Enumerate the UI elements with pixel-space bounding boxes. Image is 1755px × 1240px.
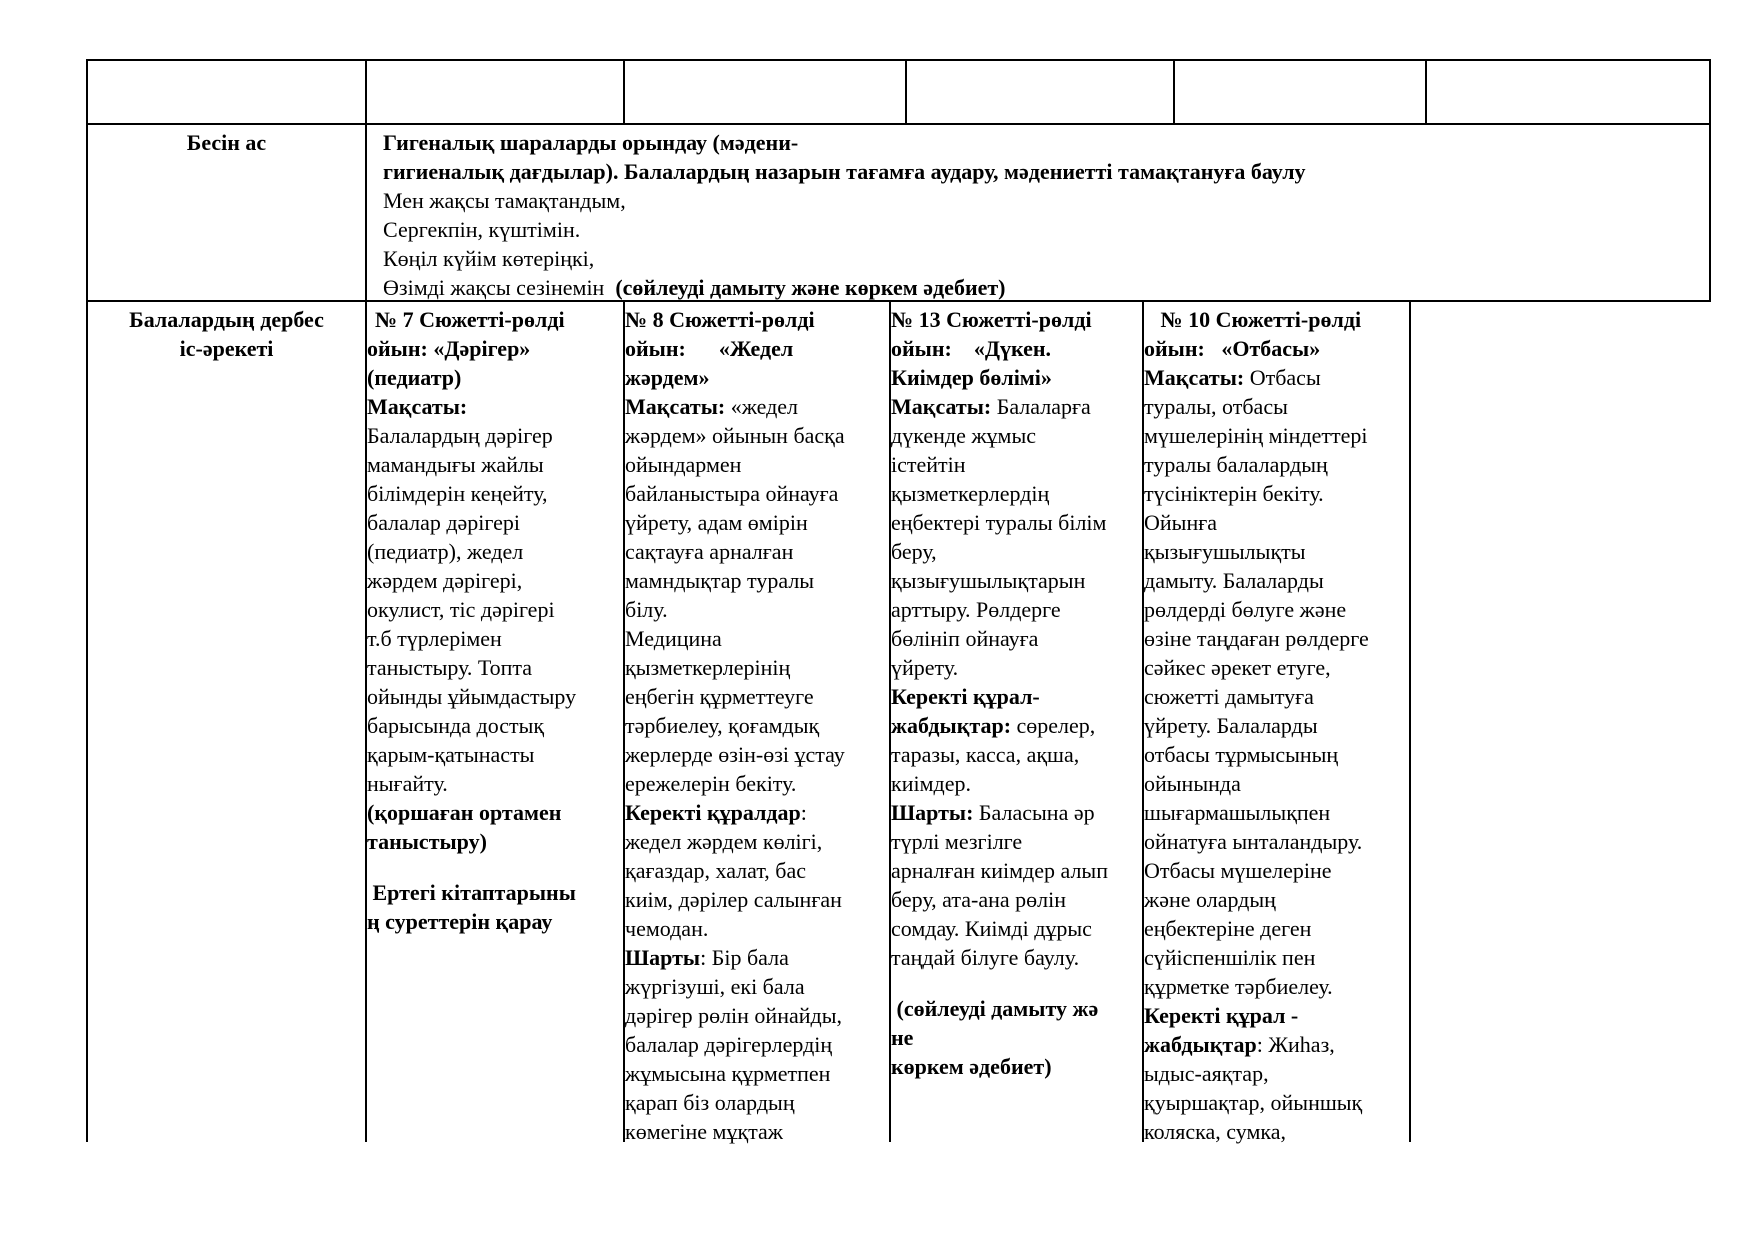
family-tools-first: : Жиhаз, <box>1256 1032 1335 1057</box>
doctor-body-line: т.б түрлерімен <box>367 626 502 651</box>
doctor-body-line: таныстыру. Топта <box>367 655 533 680</box>
spacer <box>891 972 1140 994</box>
family-goal-first: Отбасы <box>1244 365 1321 390</box>
doctor-body-line: нығайту. <box>367 771 448 796</box>
lunch-poem-line-4 <box>383 273 1703 302</box>
doctor-body-line: қарым-қатынасты <box>367 742 535 767</box>
family-tools-label-line-1: Керекті құрал - <box>1144 1003 1299 1028</box>
shop-tools-line: таразы, касса, ақша, <box>891 742 1080 767</box>
ambulance-goal-line: Медицина <box>625 626 722 651</box>
family-goal-line: дамыту. Балаларды <box>1144 568 1324 593</box>
family-goal-line: туралы балалардың <box>1144 452 1328 477</box>
shop-area-line-3: көркем әдебиет) <box>891 1054 1052 1079</box>
family-goal-line: отбасы тұрмысының <box>1144 742 1339 767</box>
shop-rules-first: Баласына әр <box>973 800 1095 825</box>
ambulance-goal-line: еңбегін құрметтеуге <box>625 684 814 709</box>
ambulance-title-line-2: ойын: «Жедел <box>625 336 794 361</box>
family-goal-line: ойынында <box>1144 771 1241 796</box>
ambulance-goal-line: үйрету, адам өмірін <box>625 510 808 535</box>
lunch-row-content <box>383 128 1703 302</box>
ambulance-tools-label: Керекті құралдар <box>625 800 801 825</box>
family-goal-line: Ойынға <box>1144 510 1218 535</box>
family-goal-line: мүшелерінің міндеттері <box>1144 423 1368 448</box>
shop-rules-line: арналған киімдер алып <box>891 858 1108 883</box>
shop-title-line-3: Киімдер бөлімі» <box>891 365 1052 390</box>
shop-goal-line: қызметкерлердің <box>891 481 1050 506</box>
family-goal-line: Отбасы мүшелеріне <box>1144 858 1332 883</box>
activity-col-family-game <box>1144 305 1407 1146</box>
header-col-divider-1 <box>623 59 625 125</box>
ambulance-goal-label: Мақсаты: <box>625 394 726 419</box>
ambulance-tools-line: киім, дәрілер салынған <box>625 887 842 912</box>
lunch-poem-last-plain: Өзімді жақсы сезінемін <box>383 275 605 300</box>
activity-row-label <box>88 305 365 363</box>
shop-area-line-2: не <box>891 1025 914 1050</box>
ambulance-goal-line: жәрдем» ойынын басқа <box>625 423 845 448</box>
shop-tools-first: сөрелер, <box>1011 713 1096 738</box>
family-tools-first-line <box>1144 1030 1407 1059</box>
lunch-row-label <box>88 128 365 157</box>
family-tools-label: жабдықтар <box>1144 1032 1257 1057</box>
spacer <box>367 856 621 878</box>
lunch-label-text: Бесін ас <box>186 130 267 155</box>
family-goal-line: ойнатуға ынталандыру. <box>1144 829 1363 854</box>
shop-tools-first-line <box>891 711 1140 740</box>
row-divider-1 <box>86 123 1711 125</box>
doctor-title-line-2: ойын: «Дәрігер» <box>367 336 531 361</box>
doctor-body-line: білімдерін кеңейту, <box>367 481 548 506</box>
activity-col-ambulance-game <box>625 305 887 1146</box>
activity-col-shop-game <box>891 305 1140 1081</box>
shop-rules-line: таңдай білуге баулу. <box>891 945 1080 970</box>
ambulance-title-line-1: № 8 Сюжетті-рөлді <box>625 307 815 332</box>
doctor-area-line-1: (қоршаған ортамен <box>367 800 562 825</box>
doctor-body-line: окулист, тіс дәрігері <box>367 597 555 622</box>
family-goal-line: және олардың <box>1144 887 1276 912</box>
family-goal-line: сюжетті дамытуға <box>1144 684 1314 709</box>
activity-label-line-1: Балалардың дербес <box>129 307 324 332</box>
shop-goal-label: Мақсаты: <box>891 394 992 419</box>
shop-goal-line: арттыру. Рөлдерге <box>891 597 1061 622</box>
shop-goal-first: Балаларға <box>991 394 1091 419</box>
shop-goal-line: дүкенде жұмыс <box>891 423 1036 448</box>
shop-goal-line: бөлініп ойнауға <box>891 626 1039 651</box>
doctor-body-line: барысында достық <box>367 713 545 738</box>
family-goal-line: қызығушылықты <box>1144 539 1306 564</box>
shop-tools-label: жабдықтар: <box>891 713 1012 738</box>
family-goal-label: Мақсаты: <box>1144 365 1245 390</box>
doctor-extra-line-1: Ертегі кітаптарыны <box>367 880 576 905</box>
lunch-poem-line-2: Сергекпін, күштімін. <box>383 217 581 242</box>
family-goal-line: түсініктерін бекіту. <box>1144 481 1324 506</box>
ambulance-rules-first: : Бір бала <box>700 945 789 970</box>
shop-goal-first-line <box>891 392 1140 421</box>
family-goal-line: сәйкес әрекет етуге, <box>1144 655 1331 680</box>
family-tools-line: ыдыс-аяқтар, <box>1144 1061 1269 1086</box>
family-goal-line: өзіне таңдаған рөлдерге <box>1144 626 1369 651</box>
ambulance-rules-line: дәрігер рөлін ойнайды, <box>625 1003 842 1028</box>
shop-goal-line: беру, <box>891 539 937 564</box>
doctor-body-line: ойынды ұйымдастыру <box>367 684 577 709</box>
header-col-divider-4 <box>1425 59 1427 125</box>
ambulance-title-line-3: жәрдем» <box>625 365 710 390</box>
family-goal-first-line <box>1144 363 1407 392</box>
doctor-body-line: жәрдем дәрігері, <box>367 568 523 593</box>
doctor-body-line: Балалардың дәрігер <box>367 423 553 448</box>
table-border-left <box>86 59 88 1142</box>
family-tools-line: қуыршақтар, ойыншық <box>1144 1090 1363 1115</box>
shop-rules-line: сомдау. Киімді дұрыс <box>891 916 1092 941</box>
shop-title-line-2: ойын: «Дүкен. <box>891 336 1052 361</box>
doctor-extra-line-2: ң суреттерін қарау <box>367 909 553 934</box>
ambulance-rules-first-line <box>625 943 887 972</box>
shop-rules-line: түрлі мезгілге <box>891 829 1023 854</box>
family-goal-line: рөлдерді бөлуге және <box>1144 597 1347 622</box>
ambulance-goal-line: ережелерін бекіту. <box>625 771 797 796</box>
ambulance-goal-first: «жедел <box>725 394 799 419</box>
shop-rules-first-line <box>891 798 1140 827</box>
ambulance-goal-line: білу. <box>625 597 668 622</box>
doctor-body-line: балалар дәрігері <box>367 510 521 535</box>
ambulance-rules-line: балалар дәрігерлердің <box>625 1032 833 1057</box>
ambulance-goal-line: мамндықтар туралы <box>625 568 815 593</box>
family-goal-line: құрметке тәрбиелеу. <box>1144 974 1333 999</box>
shop-rules-label: Шарты: <box>891 800 974 825</box>
shop-title-line-1: № 13 Сюжетті-рөлді <box>891 307 1092 332</box>
activity-col-doctor-game <box>367 305 621 936</box>
table-border-top <box>86 59 1711 61</box>
family-goal-line: сүйіспеншілік пен <box>1144 945 1316 970</box>
doctor-title-line-3: (педиатр) <box>367 365 462 390</box>
ambulance-rules-line: қарап біз олардың <box>625 1090 795 1115</box>
ambulance-tools-line: чемодан. <box>625 916 709 941</box>
doctor-title-line-1: № 7 Сюжетті-рөлді <box>375 307 565 332</box>
lunch-area-label: (сөйлеуді дамыту және көркем әдебиет) <box>615 275 1006 300</box>
family-tools-line: коляска, сумка, <box>1144 1119 1286 1144</box>
ambulance-tools-line: жедел жәрдем көлігі, <box>625 829 823 854</box>
lunch-poem-line-1: Мен жақсы тамақтандым, <box>383 188 626 213</box>
ambulance-goal-line: жерлерде өзін-өзі ұстау <box>625 742 845 767</box>
ambulance-tools-line: қағаздар, халат, бас <box>625 858 807 883</box>
family-goal-line: туралы, отбасы <box>1144 394 1288 419</box>
ambulance-goal-line: байланыстыра ойнауға <box>625 481 839 506</box>
ambulance-rules-line: жүргізуші, екі бала <box>625 974 805 999</box>
header-col-divider-3 <box>1173 59 1175 125</box>
table-border-right <box>1709 59 1711 302</box>
activity-col-divider-4 <box>1409 300 1411 1142</box>
activity-label-line-2: іс-әрекеті <box>179 336 274 361</box>
doctor-area-line-2: таныстыру) <box>367 829 487 854</box>
doctor-body-line: мамандығы жайлы <box>367 452 544 477</box>
ambulance-rules-label: Шарты <box>625 945 701 970</box>
shop-tools-label-line-1: Керекті құрал- <box>891 684 1040 709</box>
ambulance-rules-line: көмегіне мұқтаж <box>625 1119 784 1144</box>
shop-goal-line: қызығушылықтарын <box>891 568 1086 593</box>
shop-rules-line: беру, ата-ана рөлін <box>891 887 1067 912</box>
lunch-bold-line-1: Гигеналық шараларды орындау (мәдени- <box>383 130 799 155</box>
ambulance-goal-line: сақтауға арналған <box>625 539 794 564</box>
ambulance-goal-first-line <box>625 392 887 421</box>
doctor-body-line: (педиатр), жедел <box>367 539 524 564</box>
ambulance-tools-first: : <box>800 800 807 825</box>
ambulance-tools-first-line <box>625 798 887 827</box>
shop-tools-line: киімдер. <box>891 771 971 796</box>
shop-area-line-1: (сөйлеуді дамыту жә <box>891 996 1099 1021</box>
ambulance-goal-line: ойындармен <box>625 452 742 477</box>
shop-goal-line: істейтін <box>891 452 966 477</box>
header-col-divider-2 <box>905 59 907 125</box>
shop-goal-line: еңбектері туралы білім <box>891 510 1107 535</box>
family-goal-line: үйрету. Балаларды <box>1144 713 1318 738</box>
ambulance-rules-line: жұмысына құрметпен <box>625 1061 831 1086</box>
lunch-bold-line-2: гигиеналық дағдылар). Балалардың назарын тағамға аудару, мәдениетті тамақтануға баулу <box>383 159 1306 184</box>
ambulance-goal-line: қызметкерлерінің <box>625 655 791 680</box>
lunch-poem-line-3: Көңіл күйім көтеріңкі, <box>383 246 595 271</box>
family-goal-line: еңбектеріне деген <box>1144 916 1312 941</box>
shop-goal-line: үйрету. <box>891 655 959 680</box>
ambulance-goal-line: тәрбиелеу, қоғамдық <box>625 713 820 738</box>
family-title-line-2: ойын: «Отбасы» <box>1144 336 1321 361</box>
family-title-line-1: № 10 Сюжетті-рөлді <box>1144 307 1362 332</box>
family-goal-line: шығармашылықпен <box>1144 800 1331 825</box>
doctor-goal-label: Мақсаты: <box>367 394 468 419</box>
